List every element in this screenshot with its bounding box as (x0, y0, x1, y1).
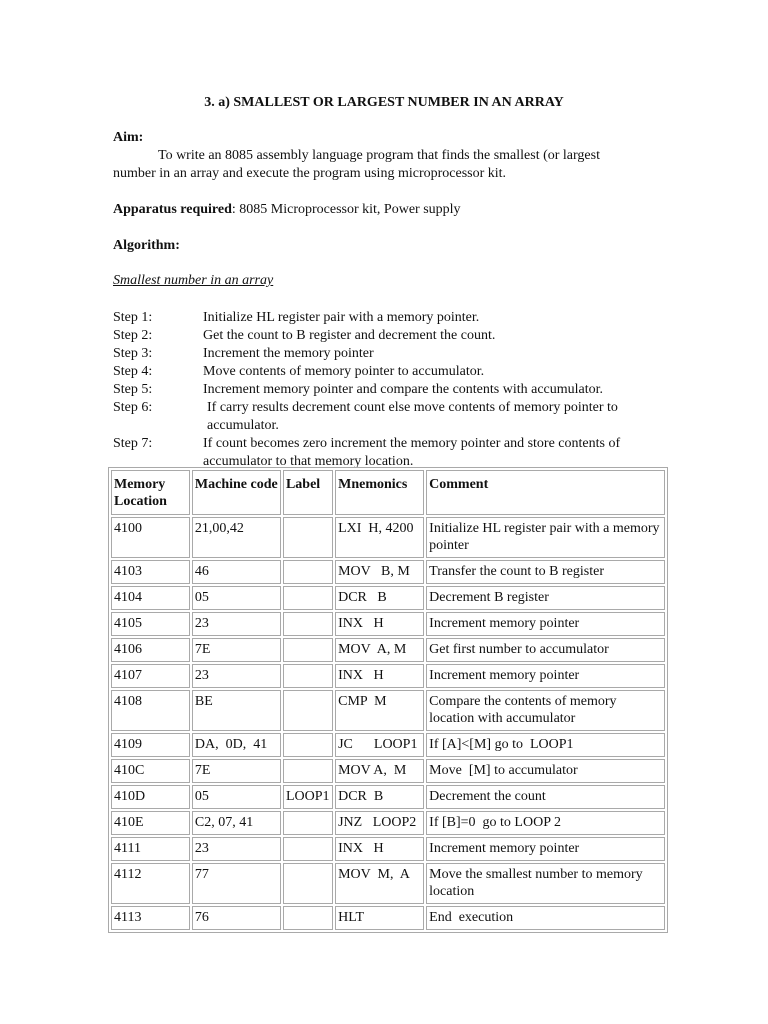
page-title: 3. a) SMALLEST OR LARGEST NUMBER IN AN ARRAY (204, 95, 564, 110)
cell-machine: 05 (192, 785, 281, 809)
cell-comment: Initialize HL register pair with a memory pointer (426, 517, 665, 558)
cell-machine: 76 (192, 906, 281, 930)
program-table (108, 467, 668, 933)
cell-mnemonics: DCR B (335, 785, 424, 809)
algorithm-label: Algorithm: (113, 238, 180, 253)
step-3 (113, 345, 673, 363)
cell-memory: 4111 (111, 837, 190, 861)
cell-machine: 23 (192, 612, 281, 636)
apparatus-line (113, 201, 461, 219)
cell-mnemonics: INX H (335, 664, 424, 688)
table-row (111, 837, 665, 861)
step-1 (113, 309, 673, 327)
step-label: Step 5: (113, 382, 153, 397)
algorithm-steps (113, 309, 673, 471)
cell-mnemonics: LXI H, 4200 (335, 517, 424, 558)
cell-machine: 77 (192, 863, 281, 904)
cell-mnemonics: MOV M, A (335, 863, 424, 904)
step-label: Step 7: (113, 436, 153, 451)
cell-label: LOOP1 (283, 785, 333, 809)
cell-comment: Decrement the count (426, 785, 665, 809)
step-text: Get the count to B register and decrement the count. (203, 328, 496, 343)
cell-mnemonics: HLT (335, 906, 424, 930)
cell-machine: 7E (192, 759, 281, 783)
step-2 (113, 327, 673, 345)
table-row (111, 733, 665, 757)
apparatus-text: : 8085 Microprocessor kit, Power supply (231, 202, 461, 217)
table-row (111, 690, 665, 731)
table-header-row (111, 470, 665, 515)
step-7 (113, 435, 673, 471)
step-6 (113, 399, 673, 435)
cell-label (283, 733, 333, 757)
table-row (111, 517, 665, 558)
cell-mnemonics: MOV A, M (335, 638, 424, 662)
cell-machine: 46 (192, 560, 281, 584)
table-row (111, 664, 665, 688)
cell-comment: Move [M] to accumulator (426, 759, 665, 783)
cell-memory: 4103 (111, 560, 190, 584)
apparatus-label: Apparatus required (113, 202, 232, 217)
header-comment: Comment (426, 470, 665, 515)
cell-mnemonics: MOV B, M (335, 560, 424, 584)
table-row (111, 785, 665, 809)
table-row (111, 906, 665, 930)
cell-label (283, 906, 333, 930)
cell-comment: Transfer the count to B register (426, 560, 665, 584)
step-text: Increment the memory pointer (203, 346, 374, 361)
cell-memory: 4108 (111, 690, 190, 731)
cell-label (283, 612, 333, 636)
step-label: Step 2: (113, 328, 153, 343)
cell-label (283, 759, 333, 783)
step-text: Move contents of memory pointer to accumulator. (203, 364, 485, 379)
cell-memory: 4109 (111, 733, 190, 757)
cell-machine: BE (192, 690, 281, 731)
step-4 (113, 363, 673, 381)
cell-mnemonics: MOV A, M (335, 759, 424, 783)
aim-text: To write an 8085 assembly language program that finds the smallest (or largest number in an array and execute the program using microprocessor kit. (113, 148, 600, 181)
cell-label (283, 811, 333, 835)
step-label: Step 6: (113, 400, 153, 415)
cell-mnemonics: JC LOOP1 (335, 733, 424, 757)
header-machine-code: Machine code (192, 470, 281, 515)
table-row (111, 612, 665, 636)
cell-memory: 4112 (111, 863, 190, 904)
cell-comment: Move the smallest number to memory location (426, 863, 665, 904)
step-5 (113, 381, 673, 399)
cell-mnemonics: DCR B (335, 586, 424, 610)
cell-memory: 410D (111, 785, 190, 809)
aim-label: Aim: (113, 130, 144, 145)
step-text: Increment memory pointer and compare the contents with accumulator. (203, 382, 604, 397)
step-text: Initialize HL register pair with a memory pointer. (203, 310, 480, 325)
cell-label (283, 690, 333, 731)
cell-machine: C2, 07, 41 (192, 811, 281, 835)
table-row (111, 638, 665, 662)
cell-machine: 05 (192, 586, 281, 610)
table-row (111, 811, 665, 835)
cell-comment: Compare the contents of memory location with accumulator (426, 690, 665, 731)
cell-machine: 23 (192, 664, 281, 688)
cell-memory: 4105 (111, 612, 190, 636)
cell-memory: 410C (111, 759, 190, 783)
cell-machine: DA, 0D, 41 (192, 733, 281, 757)
cell-machine: 21,00,42 (192, 517, 281, 558)
cell-memory: 4100 (111, 517, 190, 558)
cell-label (283, 664, 333, 688)
cell-machine: 7E (192, 638, 281, 662)
step-label: Step 4: (113, 364, 153, 379)
header-label: Label (283, 470, 333, 515)
cell-label (283, 517, 333, 558)
cell-machine: 23 (192, 837, 281, 861)
cell-memory: 4113 (111, 906, 190, 930)
cell-mnemonics: JNZ LOOP2 (335, 811, 424, 835)
step-text: If carry results decrement count else move contents of memory pointer to accumulator. (207, 400, 618, 433)
cell-comment: Increment memory pointer (426, 612, 665, 636)
step-label: Step 3: (113, 346, 153, 361)
cell-comment: Increment memory pointer (426, 837, 665, 861)
table-row (111, 863, 665, 904)
cell-mnemonics: CMP M (335, 690, 424, 731)
cell-memory: 4107 (111, 664, 190, 688)
cell-mnemonics: INX H (335, 837, 424, 861)
cell-memory: 410E (111, 811, 190, 835)
header-memory-location: Memory Location (111, 470, 190, 515)
algorithm-subheading: Smallest number in an array (113, 273, 274, 288)
cell-label (283, 586, 333, 610)
cell-comment: If [A]<[M] go to LOOP1 (426, 733, 665, 757)
table-row (111, 759, 665, 783)
cell-comment: Increment memory pointer (426, 664, 665, 688)
table-row (111, 560, 665, 584)
step-label: Step 1: (113, 310, 153, 325)
cell-comment: End execution (426, 906, 665, 930)
cell-label (283, 863, 333, 904)
cell-comment: Decrement B register (426, 586, 665, 610)
cell-label (283, 837, 333, 861)
header-mnemonics: Mnemonics (335, 470, 424, 515)
cell-mnemonics: INX H (335, 612, 424, 636)
cell-memory: 4106 (111, 638, 190, 662)
cell-comment: If [B]=0 go to LOOP 2 (426, 811, 665, 835)
cell-label (283, 560, 333, 584)
cell-memory: 4104 (111, 586, 190, 610)
step-text: If count becomes zero increment the memory pointer and store contents of accumulator to that memory location. (203, 436, 621, 469)
cell-comment: Get first number to accumulator (426, 638, 665, 662)
cell-label (283, 638, 333, 662)
table-row (111, 586, 665, 610)
